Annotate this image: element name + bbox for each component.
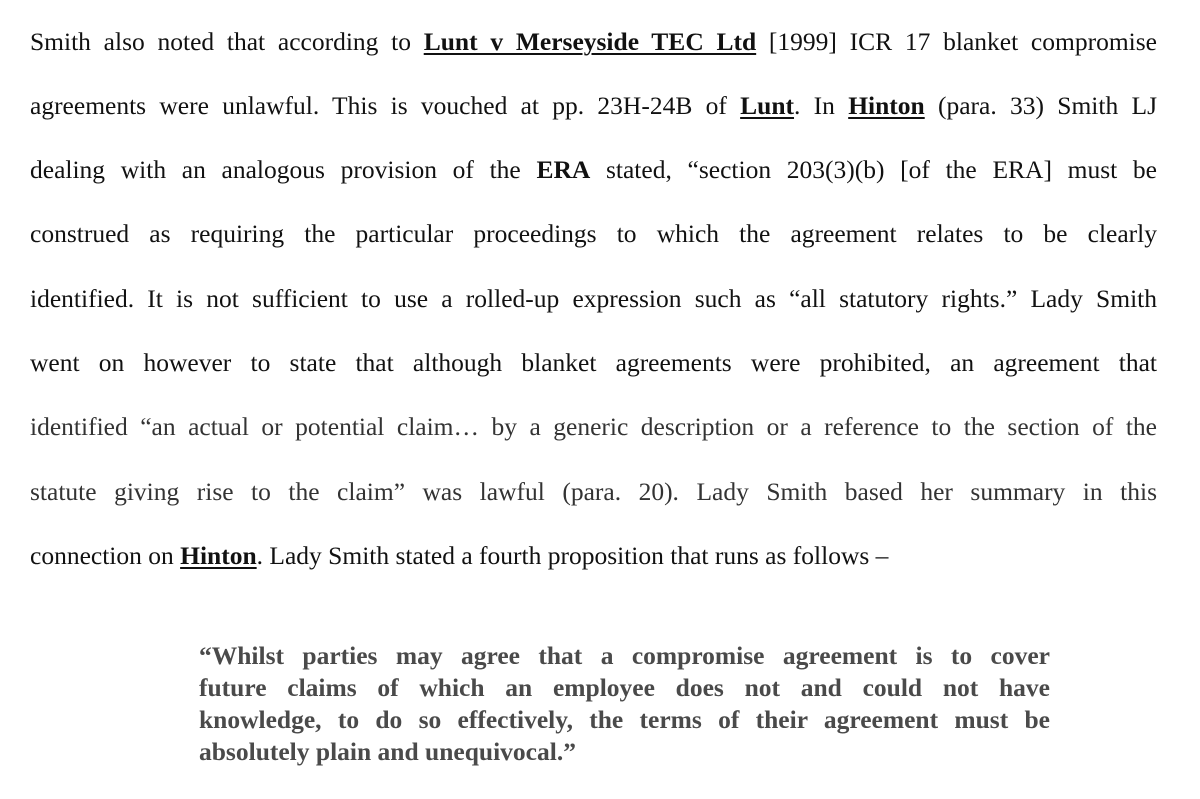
case-citation-hinton: Hinton	[848, 91, 925, 120]
era-abbreviation: ERA	[536, 155, 591, 184]
paragraph-line-9	[30, 541, 1157, 571]
text-run: dealing with an analogous provision of the	[30, 155, 537, 184]
text-run: (para. 33) Smith LJ	[924, 91, 1157, 120]
text-run: [1999] ICR 17 blanket compromise	[756, 27, 1157, 56]
quote-line-1: “Whilst parties may agree that a compromise agreement is to cover	[199, 641, 1050, 670]
text-run: connection on	[30, 541, 181, 570]
paragraph-line-5: identified. It is not sufficient to use a rolled-up expression such as “all statutory rights.” Lady Smith	[30, 284, 1157, 313]
quote-line-3: knowledge, to do so effectively, the terms of their agreement must be	[199, 705, 1050, 734]
quote-line-4: absolutely plain and unequivocal.”	[199, 737, 576, 766]
paragraph-line-8: statute giving rise to the claim” was lawful (para. 20). Lady Smith based her summary in this	[30, 477, 1157, 506]
text-run: Smith also noted that according to	[30, 27, 424, 56]
case-citation-hinton: Hinton	[180, 541, 257, 570]
paragraph-line-6: went on however to state that although blanket agreements were prohibited, an agreement that	[30, 348, 1157, 377]
text-run: stated, “section 203(3)(b) [of the ERA] must be	[590, 155, 1157, 184]
paragraph-line-2	[30, 91, 1157, 121]
case-citation-lunt-merseyside: Lunt v Merseyside TEC Ltd	[423, 27, 757, 56]
paragraph-line-1	[30, 27, 1157, 57]
text-run: . Lady Smith stated a fourth proposition that runs as follows –	[256, 541, 889, 570]
case-citation-lunt: Lunt	[740, 91, 795, 120]
paragraph-line-3	[30, 155, 1157, 185]
text-run: agreements were unlawful. This is vouched at pp. 23H-24B of	[30, 91, 741, 120]
quote-line-2: future claims of which an employee does not and could not have	[199, 673, 1050, 702]
paragraph-line-4: construed as requiring the particular proceedings to which the agreement relates to be clearly	[30, 219, 1157, 248]
paragraph-line-7: identified “an actual or potential claim… by a generic description or a reference to the section of the	[30, 412, 1157, 441]
text-run: . In	[794, 91, 849, 120]
